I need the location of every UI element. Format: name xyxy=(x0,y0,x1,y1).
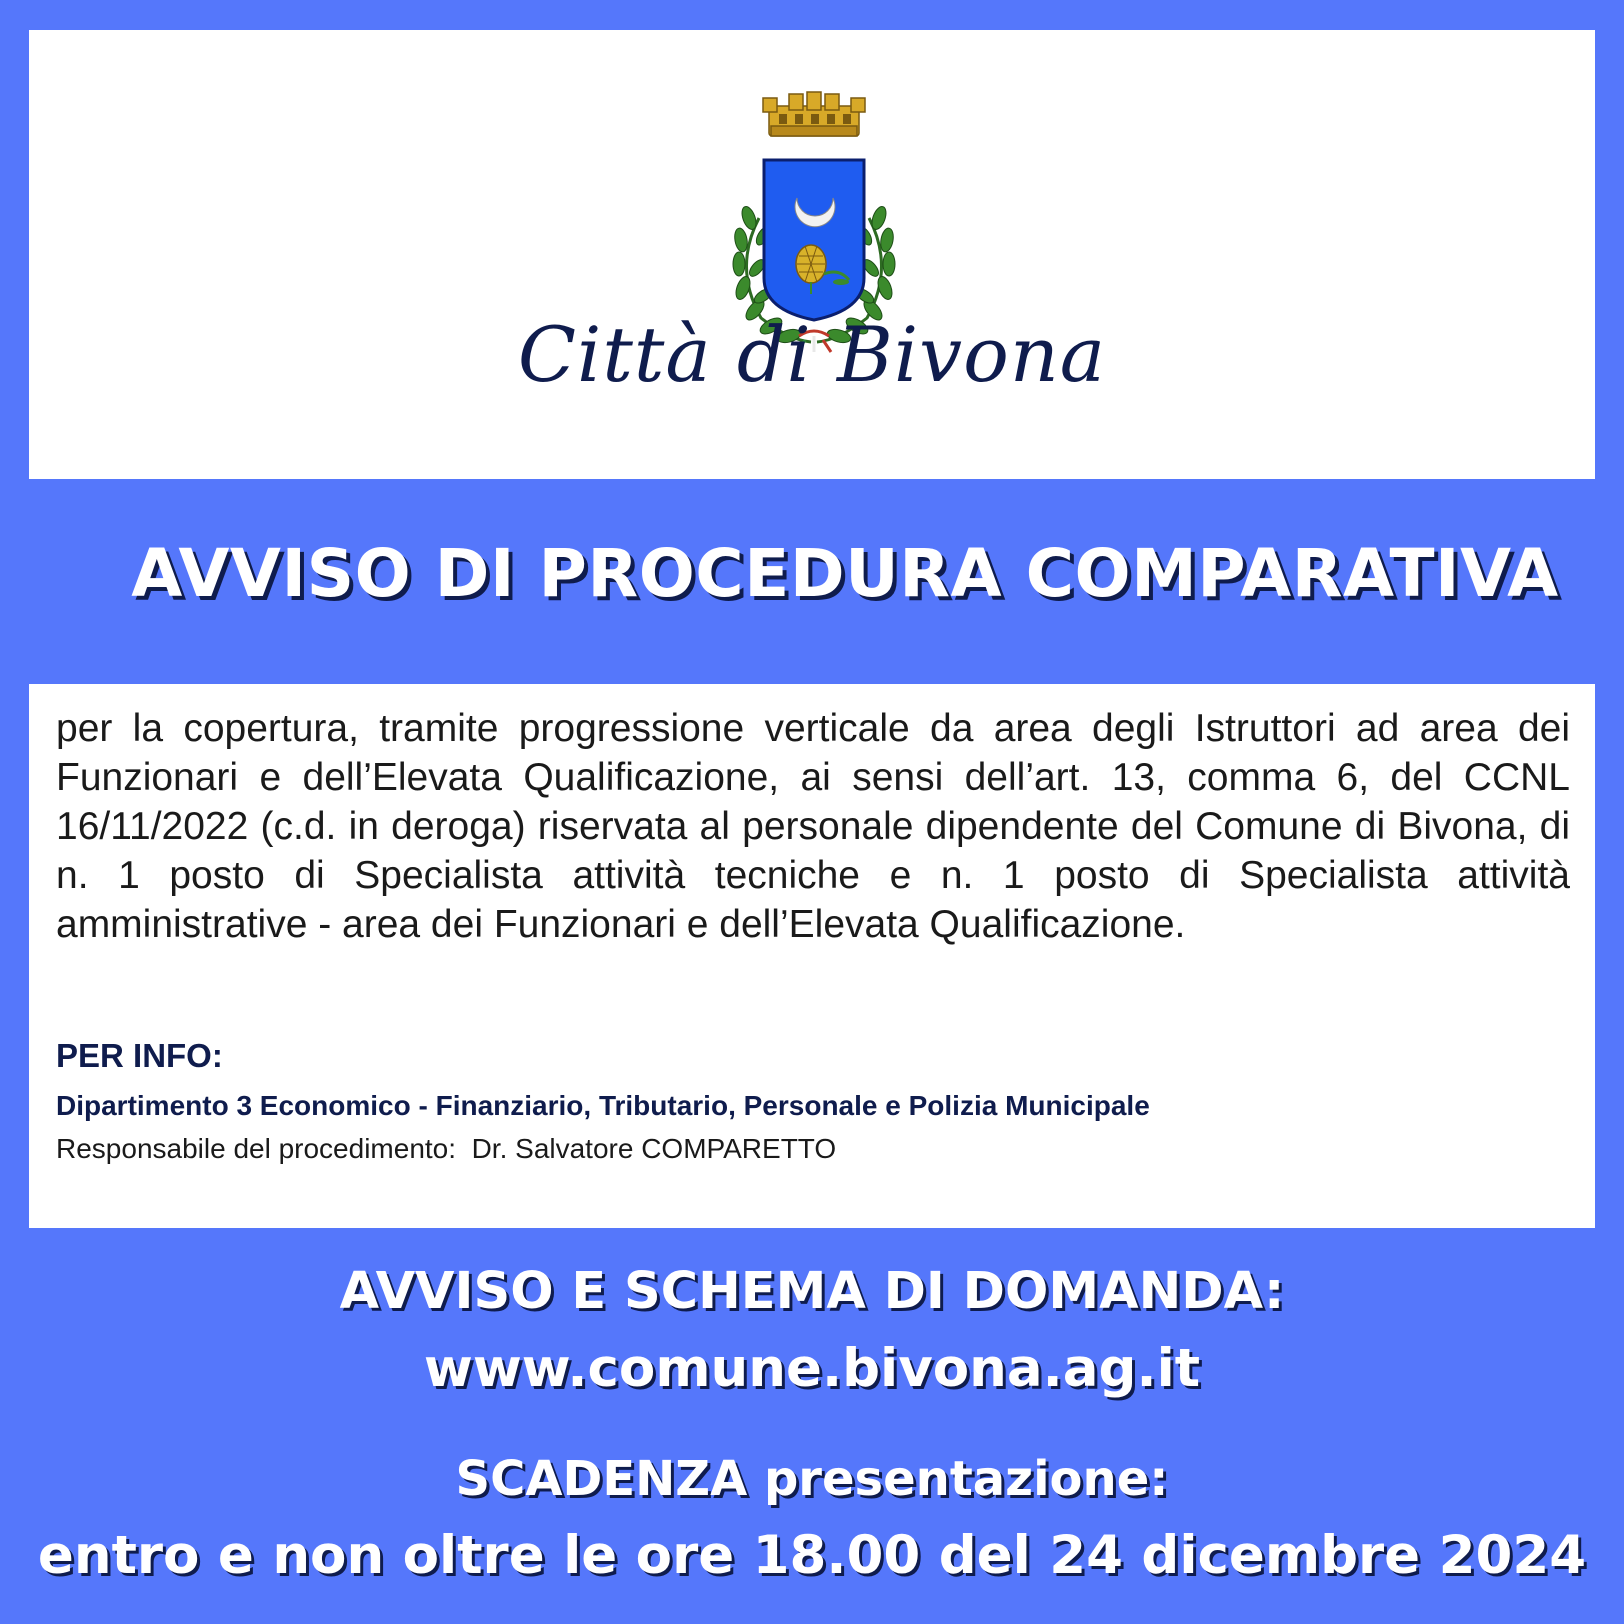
page-title: AVVISO DI PROCEDURA COMPARATIVA xyxy=(131,535,1559,612)
header-panel xyxy=(29,30,1595,479)
deadline-text: entro e non oltre le ore 18.00 del 24 dicembre 2024 xyxy=(37,1525,1587,1586)
city-name: Città di Bivona xyxy=(517,310,1107,399)
body-panel xyxy=(29,684,1595,1228)
shield xyxy=(764,160,864,320)
responsible-person: Responsabile del procedimento: Dr. Salvatore COMPARETTO xyxy=(56,1133,837,1164)
notice-description: per la copertura, tramite progressione verticale da area degli Istruttori ad area dei Funzionari e dell’Elevata Qualificazione, ai sensi dell’art. 13, comma 6, del CCNL 16/11/2022 (c.d. in deroga) riservata al personale dipendente del Comune di Bivona, di n. 1 posto di Specialista attività tecniche e n. 1 posto di Specialista attività amministrative - area dei Funzionari e dell’Elevata Qualificazione. xyxy=(56,707,1570,946)
department-name: Dipartimento 3 Economico - Finanziario, Tributario, Personale e Polizia Municipale xyxy=(56,1090,1150,1121)
deadline-heading: SCADENZA presentazione: xyxy=(455,1451,1169,1507)
info-heading: PER INFO: xyxy=(56,1037,223,1074)
notice-heading: AVVISO E SCHEMA DI DOMANDA: xyxy=(339,1262,1285,1321)
website-link[interactable]: www.comune.bivona.ag.it xyxy=(423,1338,1201,1399)
